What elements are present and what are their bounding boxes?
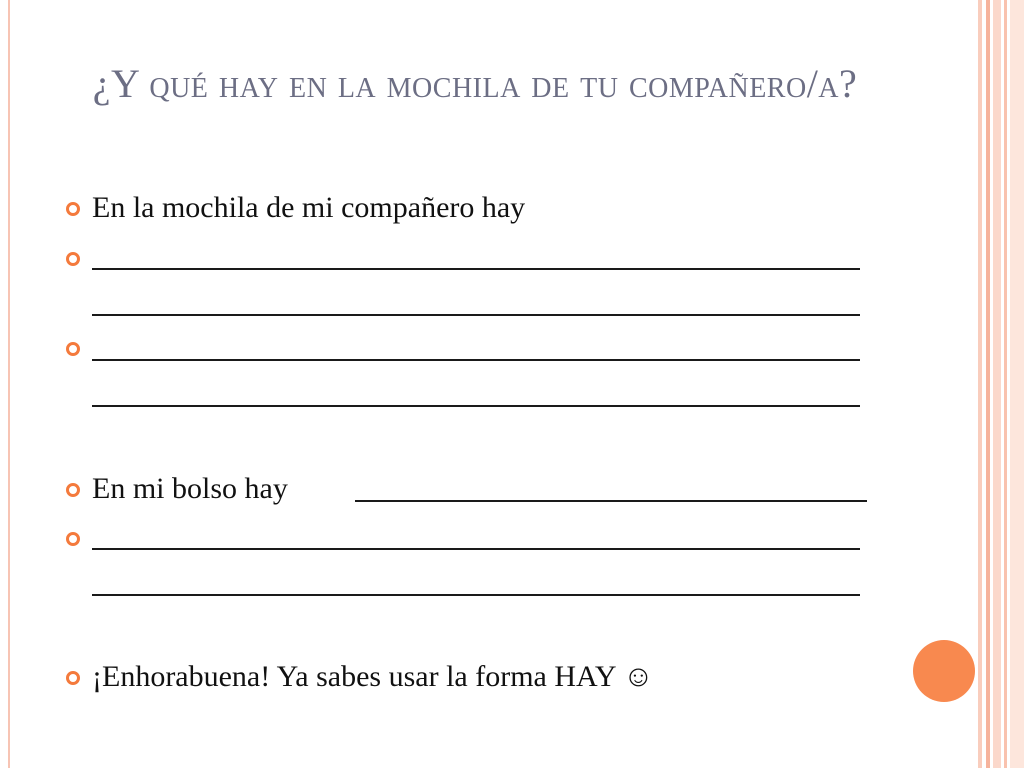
- decorative-circle: [913, 640, 975, 702]
- bullet-icon: [66, 671, 80, 685]
- bullet-icon: [66, 252, 80, 266]
- list-item-6: ¡Enhorabuena! Ya sabes usar la forma HAY ☺: [92, 660, 654, 693]
- blank-line: [355, 500, 867, 502]
- blank-line: [92, 405, 860, 407]
- list-item-1: En la mochila de mi compañero hay: [92, 191, 526, 224]
- blank-line: [92, 268, 860, 270]
- blank-line: [92, 548, 860, 550]
- blank-line: [92, 594, 860, 596]
- decorative-stripe: [1010, 0, 1024, 768]
- bullet-icon: [66, 532, 80, 546]
- decorative-stripe: [993, 0, 1001, 768]
- bullet-icon: [66, 202, 80, 216]
- left-border: [8, 0, 10, 768]
- blank-line: [92, 359, 860, 361]
- decorative-stripe: [1004, 0, 1007, 768]
- blank-line: [92, 314, 860, 316]
- bullet-icon: [66, 483, 80, 497]
- decorative-stripe: [978, 0, 982, 768]
- bullet-icon: [66, 342, 80, 356]
- list-item-4: En mi bolso hay: [92, 472, 288, 505]
- slide-title: ¿Y qué hay en la mochila de tu compañero/a?: [92, 61, 858, 106]
- decorative-stripe: [986, 0, 990, 768]
